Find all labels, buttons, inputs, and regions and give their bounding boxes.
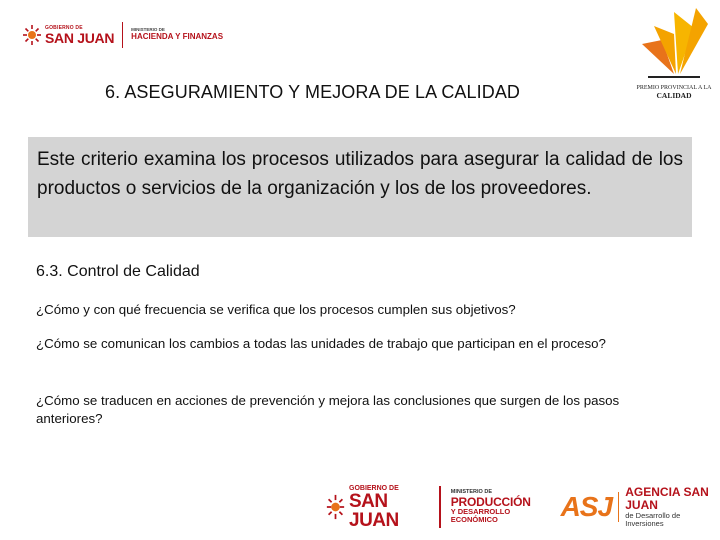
agency-big-label: AGENCIA SAN JUAN: [625, 484, 709, 512]
gov-big-label: SAN JUAN: [45, 29, 115, 46]
ministry-small-label: MINISTERIO DE: [131, 27, 165, 33]
footer-ministry-logo-text: [451, 490, 545, 524]
footer-ministry-sub-label: Y DESARROLLO ECONÓMICO: [450, 507, 511, 525]
footer-logos: [326, 484, 720, 530]
agency-logo-text: [625, 486, 720, 529]
gov-logo-text: [45, 26, 114, 45]
ministry-big-label: HACIENDA Y FINANZAS: [131, 32, 224, 42]
section-subtitle: 6.3. Control de Calidad: [36, 263, 200, 280]
san-juan-sun-icon: [22, 24, 42, 46]
header-logos: [22, 18, 223, 52]
award-flame-icon: [634, 4, 714, 80]
award-caption: [634, 85, 714, 100]
page-title: 6. ASEGURAMIENTO Y MEJORA DE LA CALIDAD: [105, 82, 521, 102]
question-item: ¿Cómo y con qué frecuencia se verifica que los procesos cumplen sus objetivos?: [36, 302, 516, 317]
footer-gov-logo-text: [349, 485, 429, 530]
award-caption-line2: CALIDAD: [656, 90, 692, 100]
footer-ministry-small-label: MINISTERIO DE: [450, 488, 493, 495]
agency-small-label: de Desarrollo de Inversiones: [625, 510, 681, 529]
header-divider: [122, 22, 123, 48]
san-juan-sun-icon: [326, 489, 345, 525]
award-caption-line1: PREMIO PROVINCIAL A LA: [636, 85, 712, 91]
agency-divider: [618, 492, 619, 522]
award-logo: [634, 4, 714, 104]
footer-ministry-big-label: PRODUCCIÓN: [450, 494, 531, 509]
gov-small-label: GOBIERNO DE: [45, 24, 83, 31]
question-item: ¿Cómo se comunican los cambios a todas las unidades de trabajo que participan en el proceso?: [36, 336, 606, 351]
agency-mark: ASJ: [560, 491, 613, 522]
footer-gov-big-label: SAN JUAN: [349, 490, 399, 531]
agency-logo: [561, 486, 720, 529]
footer-divider: [439, 486, 440, 528]
criterio-box: [28, 137, 692, 237]
footer-gov-small-label: GOBIERNO DE: [349, 484, 399, 492]
question-item: ¿Cómo se traducen en acciones de prevención y mejora las conclusiones que surgen de los pasos anteriores?: [36, 393, 620, 426]
criterio-text: Este criterio examina los procesos utilizados para asegurar la calidad de los productos o servicios de la organización y los de los proveedores.: [37, 149, 683, 199]
ministry-logo-text: [131, 28, 223, 41]
